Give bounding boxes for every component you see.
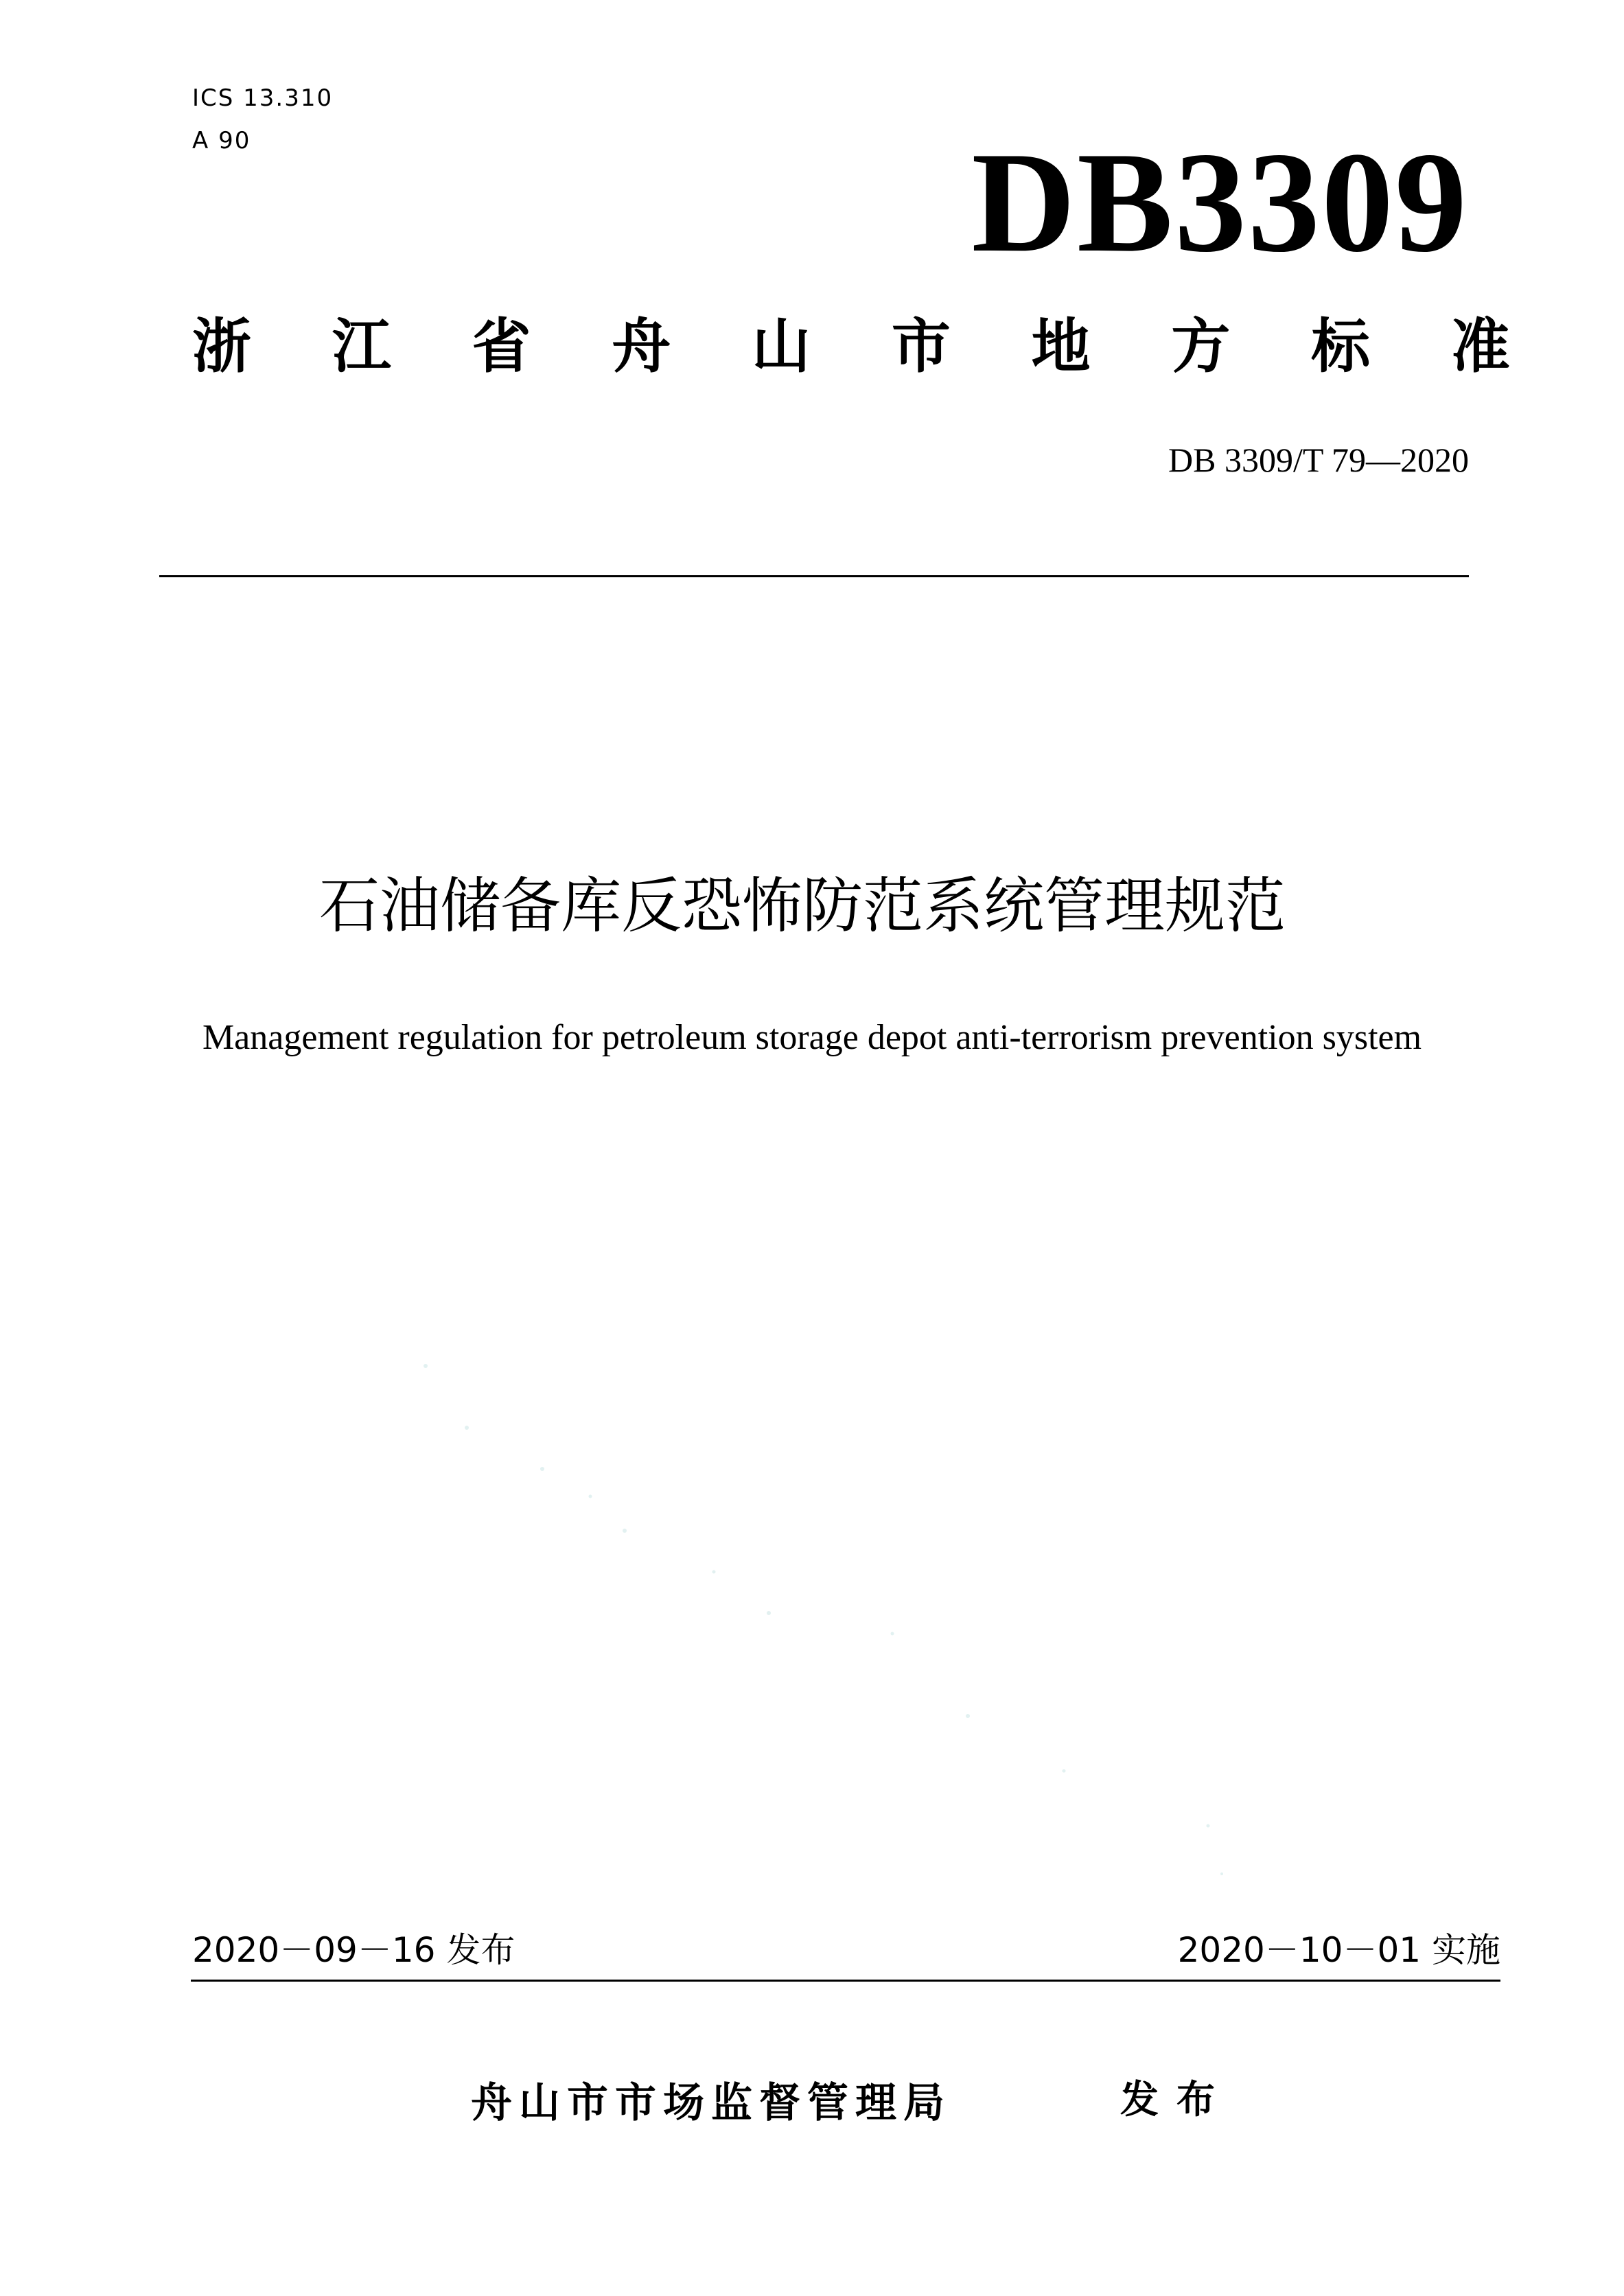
title-chinese-wrapper	[0, 870, 1624, 941]
standard-type-char: 地	[1031, 312, 1091, 381]
footer-divider	[191, 1980, 1500, 1982]
standard-type-char: 方	[1171, 312, 1231, 381]
title-chinese: 石油储备库反恐怖防范系统管理规范	[318, 870, 1286, 941]
standard-type-char: 山	[752, 312, 811, 381]
standard-type-char: 江	[332, 312, 391, 381]
effective-date: 2020－10－01 实施	[1177, 1930, 1500, 1970]
issuing-authority: 舟山市市场监督管理局	[471, 2079, 951, 2127]
ics-code: ICS 13.310	[192, 84, 334, 112]
standard-number: DB 3309/T 79—2020	[1168, 441, 1469, 479]
standard-code-logo: DB3309	[971, 123, 1468, 282]
standard-type-char: 准	[1450, 312, 1510, 381]
standard-type-char: 标	[1311, 312, 1371, 381]
title-english: Management regulation for petroleum storage depot anti-terrorism prevention system	[202, 1018, 1422, 1057]
issue-label: 发布	[1120, 2078, 1233, 2122]
standard-type-char: 舟	[612, 312, 671, 381]
standard-type-char: 省	[472, 312, 531, 381]
standard-type-char: 市	[891, 312, 951, 381]
publish-date: 2020－09－16 发布	[192, 1930, 515, 1970]
standard-type-heading	[192, 312, 1510, 381]
standard-type-char: 浙	[192, 312, 251, 381]
ccs-code: A 90	[192, 127, 251, 154]
header-divider	[159, 575, 1469, 577]
